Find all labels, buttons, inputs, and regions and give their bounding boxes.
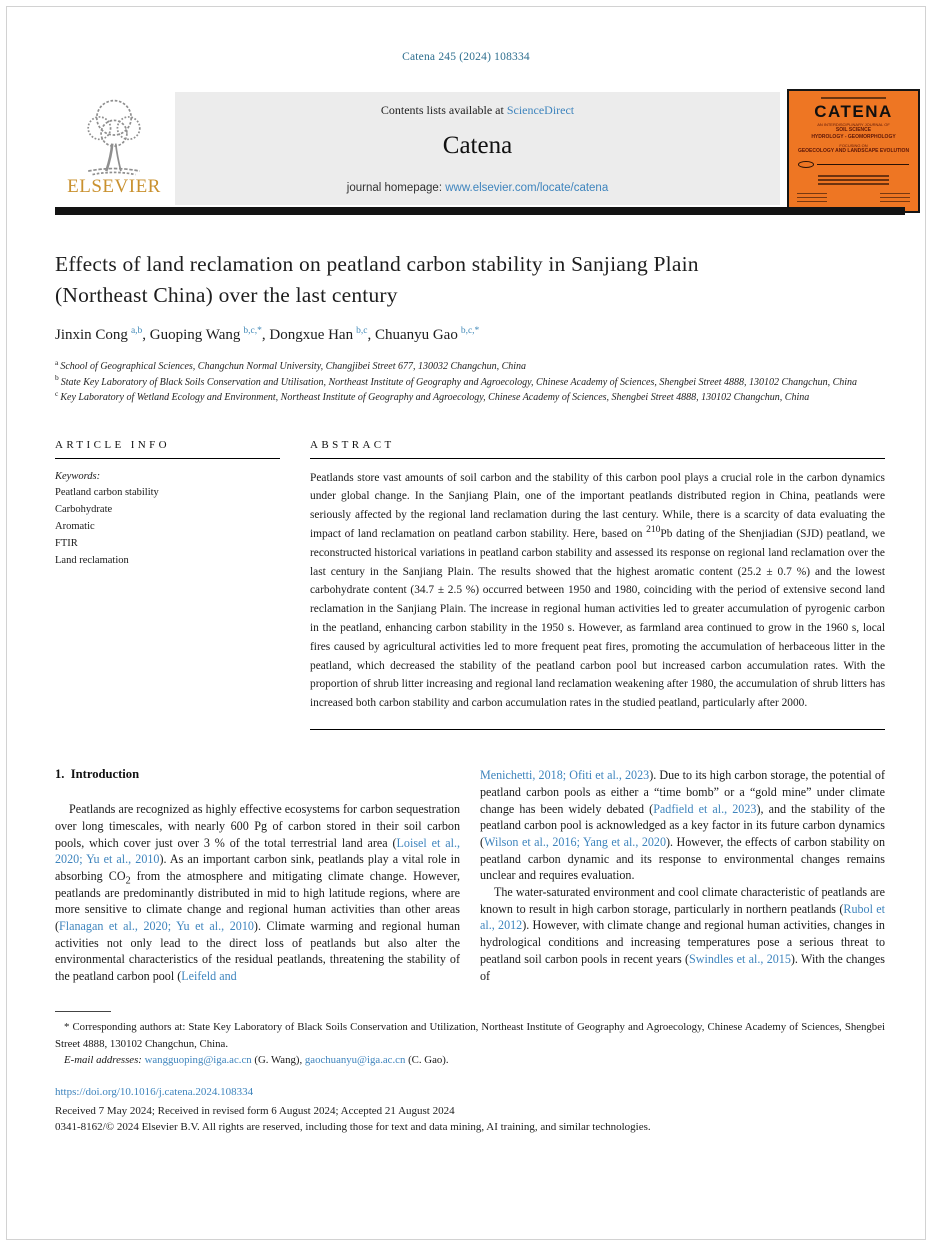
affiliation: $^b$ State Key Laboratory of Black Soils Conservation and Utilisation, Northeast Institute of Geography and Agroecology, Chinese Academy of Sciences, Shengbei Street 4888, 130102 Changchun, China xyxy=(55,373,858,388)
cover-fine-print xyxy=(818,175,889,185)
cover-subtitle: HYDROLOGY - GEOMORPHOLOGY xyxy=(811,134,896,141)
author-list: Jinxin Cong $^{a,b}$, Guoping Wang $^{b,c,*}$, Dongxue Han $^{b,c}$, Chuanyu Gao $^{b,c,*}$ xyxy=(55,326,480,344)
article-info-column xyxy=(55,439,280,731)
page-title: Effects of land reclamation on peatland carbon stability in Sanjiang Plain (Northeast China) over the last century xyxy=(55,252,699,307)
journal-cover[interactable] xyxy=(787,89,920,213)
author: Dongxue Han $^{b,c}$ xyxy=(269,326,368,344)
cover-fine-print xyxy=(794,193,913,205)
cover-subtitle: SOIL SCIENCE xyxy=(835,127,872,134)
contents-line xyxy=(175,103,780,118)
abstract-text: Peatlands store vast amounts of soil carbon and the stability of this carbon pool plays a crucial role in the carbon dynamics under global change. In the Sanjiang Plain, one of the important peatlands distributed region in China, peatlands were seriously affected by the regional land reclamation during the last century. While, there is a scarcity of data evaluating the impact of land reclamation on peatland carbon stability. Here, based on $^{210}$Pb dating of the Shenjiadian (SJD) peatland, we reconstructed historical variations in peatland carbon stability and assessed its response on regional land reclamation over the last century in the Sanjiang Plain. The results showed that the highest aromatic content (25.2 ± 0.7 %) and the lowest carbohydrate content (34.7 ± 2.5 %) occurred between 1950 and 1980, coinciding with the period of extensive second land reclamation in the Sanjiang Plain. The increase in regional human activities led to greater accumulation of pyrogenic carbon in the peatland, enhancing carbon stability in the 1950 s. However, as farmland area continued to grow in the 1960 s, local fires caused by agricultural activities led to more frequent peat fires, promoting the accumulation of herbaceous litter in the peatland, which decreased the stability of the peatland carbon pool but increased carbon accumulation rates. With the proportion of shrub litter increasing and regional land reclamation weakening after 1980, the accumulation of shrub litters has increased both carbon stability and carbon accumulation rates in the studied peatland, particularly after 2000. xyxy=(310,471,885,710)
journal-citation-link[interactable]: Catena 245 (2024) 108334 xyxy=(402,51,530,63)
keywords-label: Keywords: xyxy=(55,470,101,482)
affiliation-list xyxy=(55,359,885,406)
journal-name: Catena xyxy=(442,132,513,159)
body-paragraph: Menichetti, 2018; Ofiti et al., 2023). Due to its high carbon storage, the potential of peatland carbon pools as either a “time bomb” or a “gold mine” under climate change has been widely debated (Padfield et al., 2023), and the stability of the peatland carbon pool is acknowledged as a key factor in its future carbon dynamics (Wilson et al., 2016; Yang et al., 2020). However, the effects of carbon stability on peatland carbon dynamic and its response to environmental changes remains unclear and requires evaluation. xyxy=(480,768,885,883)
footnotes xyxy=(55,1011,885,1069)
section-heading: 1. Introduction xyxy=(55,767,140,782)
homepage-line xyxy=(175,182,780,194)
article-info-heading: ARTICLE INFO xyxy=(55,439,280,459)
elsevier-tree-icon xyxy=(71,92,157,178)
keyword: Aromatic xyxy=(55,520,95,532)
citation-link[interactable]: Flanagan et al., 2020; Yu et al., 2010 xyxy=(59,919,254,934)
keyword: FTIR xyxy=(55,537,78,549)
author: Guoping Wang $^{b,c,*}$ xyxy=(149,326,262,344)
article-content xyxy=(55,249,885,1133)
affiliation: $^c$ Key Laboratory of Wetland Ecology and Environment, Northeast Institute of Geography and Agroecology, Chinese Academy of Sciences, Shengbei Street 4888, 130102 Changchun, China xyxy=(55,388,810,404)
keyword: Land reclamation xyxy=(55,554,129,566)
citation-link[interactable]: Rubol et al., 2012 xyxy=(480,901,885,933)
intro-col2-paragraphs xyxy=(480,767,885,984)
intro-column-right xyxy=(480,767,885,985)
body-paragraph: The water-saturated environment and cool climate characteristic of peatlands are known to result in high carbon storage, particularly in northern peatlands (Rubol et al., 2012). However, with climate change and regional human activities, changes in hydrological conditions and increasing temperatures pose a serious threat to peatland soil carbon pools in recent years (Swindles et al., 2015). With the changes of xyxy=(480,885,886,983)
homepage-label: journal homepage: xyxy=(346,182,446,194)
cover-title: CATENA xyxy=(814,102,893,121)
corresponding-author-note: * Corresponding authors at: State Key Laboratory of Black Soils Conservation and Utilization, Northeast Institute of Geography and Agroecology, Chinese Academy of Sciences, Shengbei Street 4888, 130102 Changchun, China. xyxy=(55,1020,885,1050)
cover-ellipse-icon xyxy=(798,161,814,168)
cover-subtitle: GEOECOLOGY AND LANDSCAPE EVOLUTION xyxy=(797,148,910,155)
keyword: Peatland carbon stability xyxy=(55,487,159,499)
citation-link[interactable]: Loisel et al., 2020; Yu et al., 2010 xyxy=(55,835,460,867)
author-affil-sup[interactable]: a,b xyxy=(130,326,143,337)
affiliation: $^a$ School of Geographical Sciences, Changchun Normal University, Changjibei Street 677, 130032 Changchun, China xyxy=(55,357,527,373)
citation-link[interactable]: gaochuanyu@iga.ac.cn xyxy=(304,1054,406,1067)
keyword: Carbohydrate xyxy=(55,504,113,516)
copyright-line: 0341-8162/© 2024 Elsevier B.V. All rights are reserved, including those for text and data mining, AI training, and similar technologies. xyxy=(55,1121,651,1134)
citation-link[interactable]: Wilson et al., 2016; Yang et al., 2020 xyxy=(484,834,667,849)
citation-link[interactable]: wangguoping@iga.ac.cn xyxy=(144,1054,252,1067)
citation-link[interactable]: Padfield et al., 2023 xyxy=(653,801,757,816)
author: Jinxin Cong $^{a,b}$ xyxy=(55,326,143,344)
elsevier-wordmark: ELSEVIER xyxy=(67,176,161,197)
elsevier-logo[interactable] xyxy=(55,92,173,205)
doi-link-line xyxy=(55,1086,885,1098)
cover-subtitle: AN INTERDISCIPLINARY JOURNAL OF xyxy=(817,122,890,127)
cover-decor xyxy=(798,161,909,168)
doi-link[interactable]: https://doi.org/10.1016/j.catena.2024.108334 xyxy=(55,1086,254,1099)
info-abstract-section xyxy=(55,439,885,731)
author: Chuanyu Gao $^{b,c,*}$ xyxy=(374,326,480,344)
intro-col1-paragraphs xyxy=(55,801,460,985)
citation-link[interactable]: Menichetti, 2018; Ofiti et al., 2023 xyxy=(480,768,650,783)
author-affil-sup[interactable]: b,c,* xyxy=(460,326,480,337)
contents-prefix: Contents lists available at xyxy=(380,103,507,117)
author-affil-sup[interactable]: b,c xyxy=(356,326,368,337)
homepage-link[interactable]: www.elsevier.com/locate/catena xyxy=(445,182,609,194)
header-divider-bar xyxy=(55,207,905,215)
sciencedirect-link[interactable]: ScienceDirect xyxy=(506,103,575,117)
journal-header xyxy=(55,92,920,205)
abstract-heading: ABSTRACT xyxy=(310,439,885,459)
cover-subtitle: FOCUSING ON xyxy=(839,142,868,148)
author-affil-sup[interactable]: b,c,* xyxy=(243,326,262,337)
intro-column-left xyxy=(55,767,460,985)
footnote-rule xyxy=(55,1011,111,1012)
received-dates: Received 7 May 2024; Received in revised form 6 August 2024; Accepted 21 August 2024 xyxy=(55,1105,455,1118)
keyword-list xyxy=(55,485,280,569)
abstract-column xyxy=(310,439,885,731)
body-paragraph: Peatlands are recognized as highly effective ecosystems for carbon sequestration over long timescales, with nearly 600 Pg of carbon stored in their soil carbon pools, which cover just over 3 % of the total terrestrial land area (Loisel et al., 2020; Yu et al., 2010). As an important carbon sink, peatlands play a vital role in absorbing $CO_2$ from the atmosphere and mitigating climate change. However, peatlands are predominantly distributed in mid to high latitude regions, where are more sensitive to climate change and regional human activities than other areas (Flanagan et al., 2020; Yu et al., 2010). Climate warming and regional human activities not only lead to the direct loss of peatlands but also alter the environmental characteristics of the residual peatlands, threatening the stability of the peatland carbon pool (Leifeld and xyxy=(55,802,461,984)
citation-link[interactable]: Swindles et al., 2015 xyxy=(689,951,791,966)
introduction-section xyxy=(55,767,885,985)
citation-link[interactable]: Leifeld and xyxy=(181,969,237,984)
journal-banner xyxy=(175,92,780,205)
email-addresses-line: E-mail addresses: wangguoping@iga.ac.cn (G. Wang), gaochuanyu@iga.ac.cn (C. Gao). xyxy=(64,1054,449,1067)
cover-decor-bar xyxy=(821,97,886,99)
